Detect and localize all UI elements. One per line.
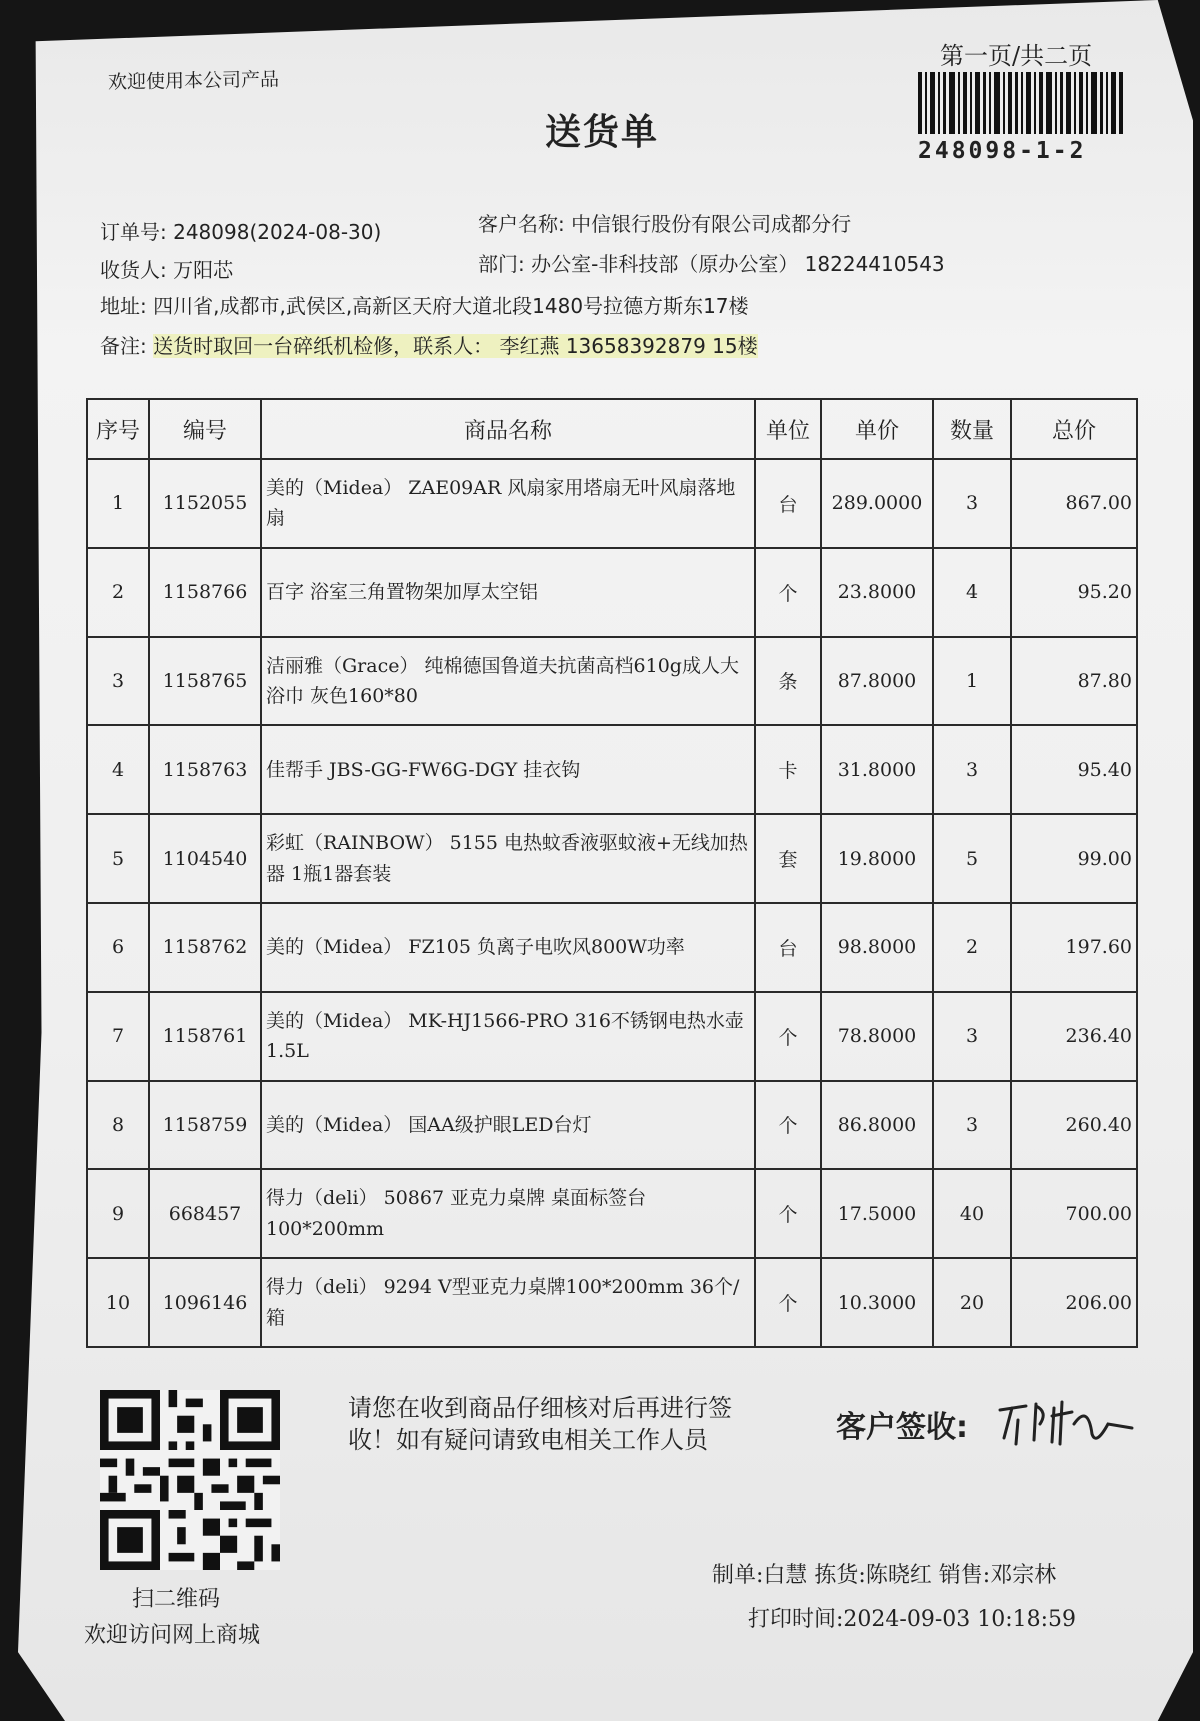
barcode-number: 248098-1-2: [918, 138, 1087, 164]
cell-code: 1152055: [149, 459, 261, 548]
address-label: 地址:: [100, 294, 147, 318]
cell-quantity: 3: [933, 459, 1011, 548]
cell-quantity: 3: [933, 992, 1011, 1081]
cell-quantity: 3: [933, 725, 1011, 814]
table-row: [87, 637, 1137, 726]
cell-unit-price: 31.8000: [821, 725, 933, 814]
receiver-label: 收货人:: [100, 258, 167, 282]
qr-caption-scan: 扫二维码: [132, 1587, 221, 1612]
cell-total: 197.60: [1011, 903, 1137, 992]
welcome-text: 欢迎使用本公司产品: [107, 68, 280, 94]
cell-unit-price: 289.0000: [821, 459, 933, 548]
cell-code: 1158763: [149, 725, 261, 814]
cell-product-name: 洁丽雅（Grace） 纯棉德国鲁道夫抗菌高档610g成人大浴巾 灰色160*80: [261, 637, 755, 726]
cell-unit: 个: [755, 548, 821, 637]
cell-total: 867.00: [1011, 459, 1137, 548]
customer-value: 中信银行股份有限公司成都分行: [571, 212, 852, 236]
cell-code: 1158759: [149, 1081, 261, 1170]
cell-code: 668457: [149, 1169, 261, 1258]
remark-row: [100, 330, 758, 359]
cell-code: 1158761: [149, 992, 261, 1081]
cell-product-name: 美的（Midea） FZ105 负离子电吹风800W功率: [261, 903, 755, 992]
cell-unit-price: 19.8000: [821, 814, 933, 903]
cell-seq: 5: [87, 814, 149, 903]
print-time: 打印时间:2024-09-03 10:18:59: [748, 1607, 1077, 1632]
table-row: [87, 548, 1137, 637]
table-row: [87, 1169, 1137, 1258]
cell-quantity: 1: [933, 637, 1011, 726]
cell-code: 1096146: [149, 1258, 261, 1347]
cell-unit: 条: [755, 637, 821, 726]
cell-unit-price: 98.8000: [821, 903, 933, 992]
receiver-value: 万阳芯: [173, 258, 234, 282]
cell-seq: 3: [87, 637, 149, 726]
cell-seq: 4: [87, 725, 149, 814]
cell-code: 1158762: [149, 903, 261, 992]
cell-unit-price: 87.8000: [821, 637, 933, 726]
department-value: 办公室-非科技部（原办公室） 18224410543: [531, 252, 945, 276]
cell-total: 99.00: [1011, 814, 1137, 903]
qr-caption-mall: 欢迎访问网上商城: [84, 1623, 261, 1648]
cell-unit: 套: [755, 814, 821, 903]
cell-seq: 8: [87, 1081, 149, 1170]
cell-total: 87.80: [1011, 637, 1137, 726]
header-quantity: 数量: [933, 399, 1011, 459]
check-notice: 请您在收到商品仔细核对后再进行签收！如有疑问请致电相关工作人员: [348, 1394, 732, 1455]
cell-unit: 卡: [755, 725, 821, 814]
cell-quantity: 4: [933, 548, 1011, 637]
cell-product-name: 美的（Midea） ZAE09AR 风扇家用塔扇无叶风扇落地扇: [261, 459, 755, 548]
table-row: [87, 903, 1137, 992]
cell-quantity: 3: [933, 1081, 1011, 1170]
cell-unit-price: 78.8000: [821, 992, 933, 1081]
items-table: [86, 398, 1138, 1348]
cell-product-name: 得力（deli） 50867 亚克力桌牌 桌面标签台100*200mm: [261, 1169, 755, 1258]
table-row: [87, 992, 1137, 1081]
order-no-row: [100, 216, 381, 245]
cell-product-name: 彩虹（RAINBOW） 5155 电热蚊香液驱蚊液+无线加热器 1瓶1器套装: [261, 814, 755, 903]
document-title: 送货单: [545, 112, 660, 153]
cell-unit: 个: [755, 1169, 821, 1258]
header-seq: 序号: [87, 399, 149, 459]
table-row: [87, 814, 1137, 903]
cell-total: 700.00: [1011, 1169, 1137, 1258]
cell-total: 95.40: [1011, 725, 1137, 814]
cell-unit: 台: [755, 459, 821, 548]
customer-sign-label: 客户签收:: [836, 1410, 968, 1445]
header-total: 总价: [1011, 399, 1137, 459]
cell-product-name: 百字 浴室三角置物架加厚太空铝: [261, 548, 755, 637]
cell-unit: 个: [755, 1258, 821, 1347]
remark-label: 备注:: [100, 334, 147, 358]
cell-code: 1158765: [149, 637, 261, 726]
receiver-row: [100, 254, 233, 283]
qr-code-icon: [100, 1390, 280, 1570]
cell-unit: 个: [755, 992, 821, 1081]
cell-quantity: 20: [933, 1258, 1011, 1347]
table-row: [87, 459, 1137, 548]
cell-total: 95.20: [1011, 548, 1137, 637]
cell-unit-price: 10.3000: [821, 1258, 933, 1347]
header-code: 编号: [149, 399, 261, 459]
barcode-icon: [918, 72, 1126, 134]
cell-seq: 1: [87, 459, 149, 548]
cell-product-name: 佳帮手 JBS-GG-FW6G-DGY 挂衣钩: [261, 725, 755, 814]
staff-info: 制单:白慧 拣货:陈晓红 销售:邓宗林: [712, 1563, 1057, 1588]
cell-quantity: 40: [933, 1169, 1011, 1258]
order-no-value: 248098(2024-08-30): [173, 220, 382, 244]
cell-total: 206.00: [1011, 1258, 1137, 1347]
cell-unit: 个: [755, 1081, 821, 1170]
cell-total: 260.40: [1011, 1081, 1137, 1170]
page-info: 第一页/共二页: [940, 42, 1093, 70]
cell-product-name: 得力（deli） 9294 V型亚克力桌牌100*200mm 36个/箱: [261, 1258, 755, 1347]
cell-seq: 9: [87, 1169, 149, 1258]
cell-product-name: 美的（Midea） 国AA级护眼LED台灯: [261, 1081, 755, 1170]
table-row: [87, 725, 1137, 814]
cell-seq: 10: [87, 1258, 149, 1347]
cell-product-name: 美的（Midea） MK-HJ1566-PRO 316不锈钢电热水壶1.5L: [261, 992, 755, 1081]
cell-unit-price: 86.8000: [821, 1081, 933, 1170]
header-unit: 单位: [755, 399, 821, 459]
signature-scribble: [996, 1394, 1136, 1448]
table-header-row: [87, 399, 1137, 459]
cell-seq: 7: [87, 992, 149, 1081]
cell-unit-price: 17.5000: [821, 1169, 933, 1258]
order-no-label: 订单号:: [100, 220, 167, 244]
header-product-name: 商品名称: [261, 399, 755, 459]
header-unit-price: 单价: [821, 399, 933, 459]
table-row: [87, 1258, 1137, 1347]
cell-seq: 2: [87, 548, 149, 637]
department-label: 部门:: [478, 252, 525, 276]
cell-unit: 台: [755, 903, 821, 992]
department-row: [478, 248, 945, 277]
address-value: 四川省,成都市,武侯区,高新区天府大道北段1480号拉德方斯东17楼: [153, 294, 749, 318]
cell-quantity: 2: [933, 903, 1011, 992]
cell-seq: 6: [87, 903, 149, 992]
cell-code: 1104540: [149, 814, 261, 903]
cell-unit-price: 23.8000: [821, 548, 933, 637]
customer-label: 客户名称:: [478, 212, 565, 236]
cell-code: 1158766: [149, 548, 261, 637]
cell-quantity: 5: [933, 814, 1011, 903]
customer-row: [478, 208, 851, 237]
remark-value: 送货时取回一台碎纸机检修，联系人： 李红燕 13658392879 15楼: [153, 334, 758, 358]
address-row: [100, 290, 749, 319]
cell-total: 236.40: [1011, 992, 1137, 1081]
table-row: [87, 1081, 1137, 1170]
